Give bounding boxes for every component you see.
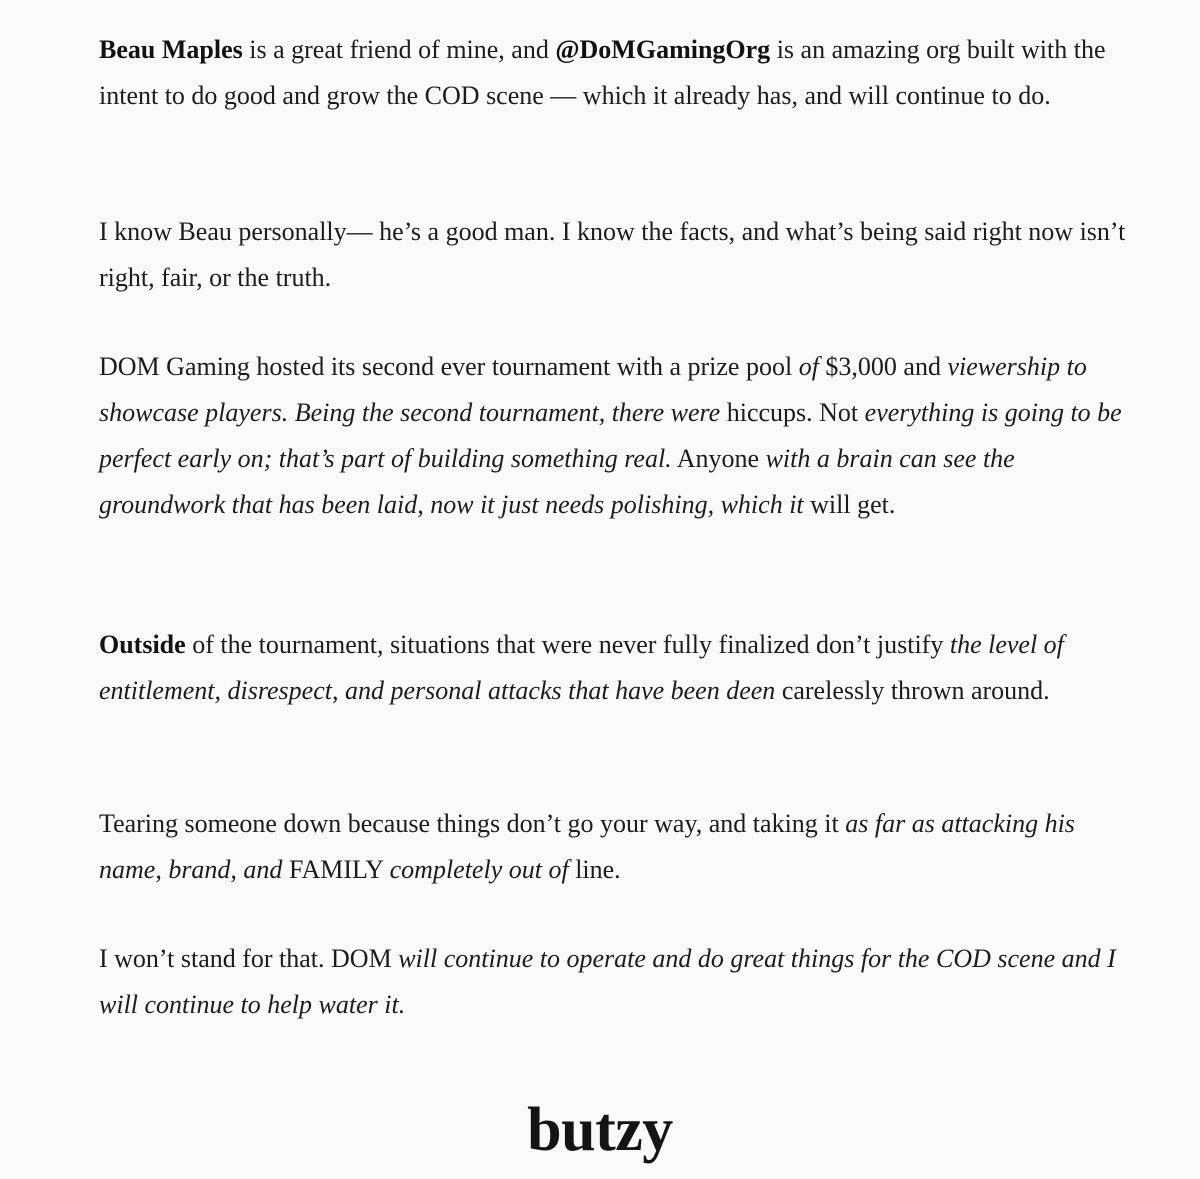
paragraph-5-text-a: Tearing someone down because things don’t go your way, and taking it (99, 809, 846, 838)
paragraph-4-text-a: of the tournament, situations that were never fully finalized don’t justify (185, 630, 950, 659)
paragraph-2 (99, 209, 1129, 301)
paragraph-4-bold: Outside (99, 630, 186, 659)
handle-domgamingorg: @DoMGamingOrg (555, 35, 771, 64)
paragraph-5-italic-b: completely out of (389, 855, 569, 884)
paragraph-3 (99, 344, 1129, 528)
paragraph-4 (99, 622, 1129, 714)
paragraph-3-text-c: hiccups. Not (720, 398, 865, 427)
paragraph-2-text: I know Beau personally— he’s a good man. I know the facts, and what’s being said right now isn’t right, fair, or the truth. (99, 217, 1126, 292)
signature-butzy: butzy (527, 1096, 673, 1164)
paragraph-3-text-e: will get. (803, 490, 896, 519)
paragraph-5-text-c: line. (568, 855, 621, 884)
paragraph-5-italic-a: as far as attacking his name, brand, and (99, 809, 1075, 884)
name-beau-maples: Beau Maples (99, 35, 243, 64)
paragraph-4-text-b: carelessly thrown around. (775, 676, 1050, 705)
paragraph-3-italic-a: of (798, 352, 819, 381)
paragraph-1-text-a: is a great friend of mine, and (242, 35, 556, 64)
paragraph-4-italic-a: the level of entitlement, disrespect, and personal attacks that have been deen (99, 630, 1064, 705)
paragraph-3-text-b: $3,000 and (818, 352, 948, 381)
paragraph-5 (99, 801, 1129, 893)
paragraph-1 (99, 27, 1129, 119)
paragraph-3-text-a: DOM Gaming hosted its second ever tournament with a prize pool (99, 352, 799, 381)
paragraph-3-text-d: Anyone (671, 444, 766, 473)
paragraph-5-text-b: FAMILY (282, 855, 390, 884)
paragraph-6-text-a: I won’t stand for that. DOM (99, 944, 399, 973)
paragraph-3-italic-d: with a brain can see the groundwork that has been laid, now it just needs polishing, which it (99, 444, 1015, 519)
paragraph-6-italic-a: will continue to operate and do great things for the COD scene and I will continue to help water it. (99, 944, 1116, 1019)
paragraph-1-text-b: is an amazing org built with the intent to do good and grow the COD scene — which it already has, and will continue to do. (99, 35, 1106, 110)
paragraph-3-italic-b: viewership to showcase players. Being the second tournament, there were (99, 352, 1087, 427)
paragraph-3-italic-c: everything is going to be perfect early on; that’s part of building something real. (99, 398, 1122, 473)
paragraph-6 (99, 936, 1129, 1028)
